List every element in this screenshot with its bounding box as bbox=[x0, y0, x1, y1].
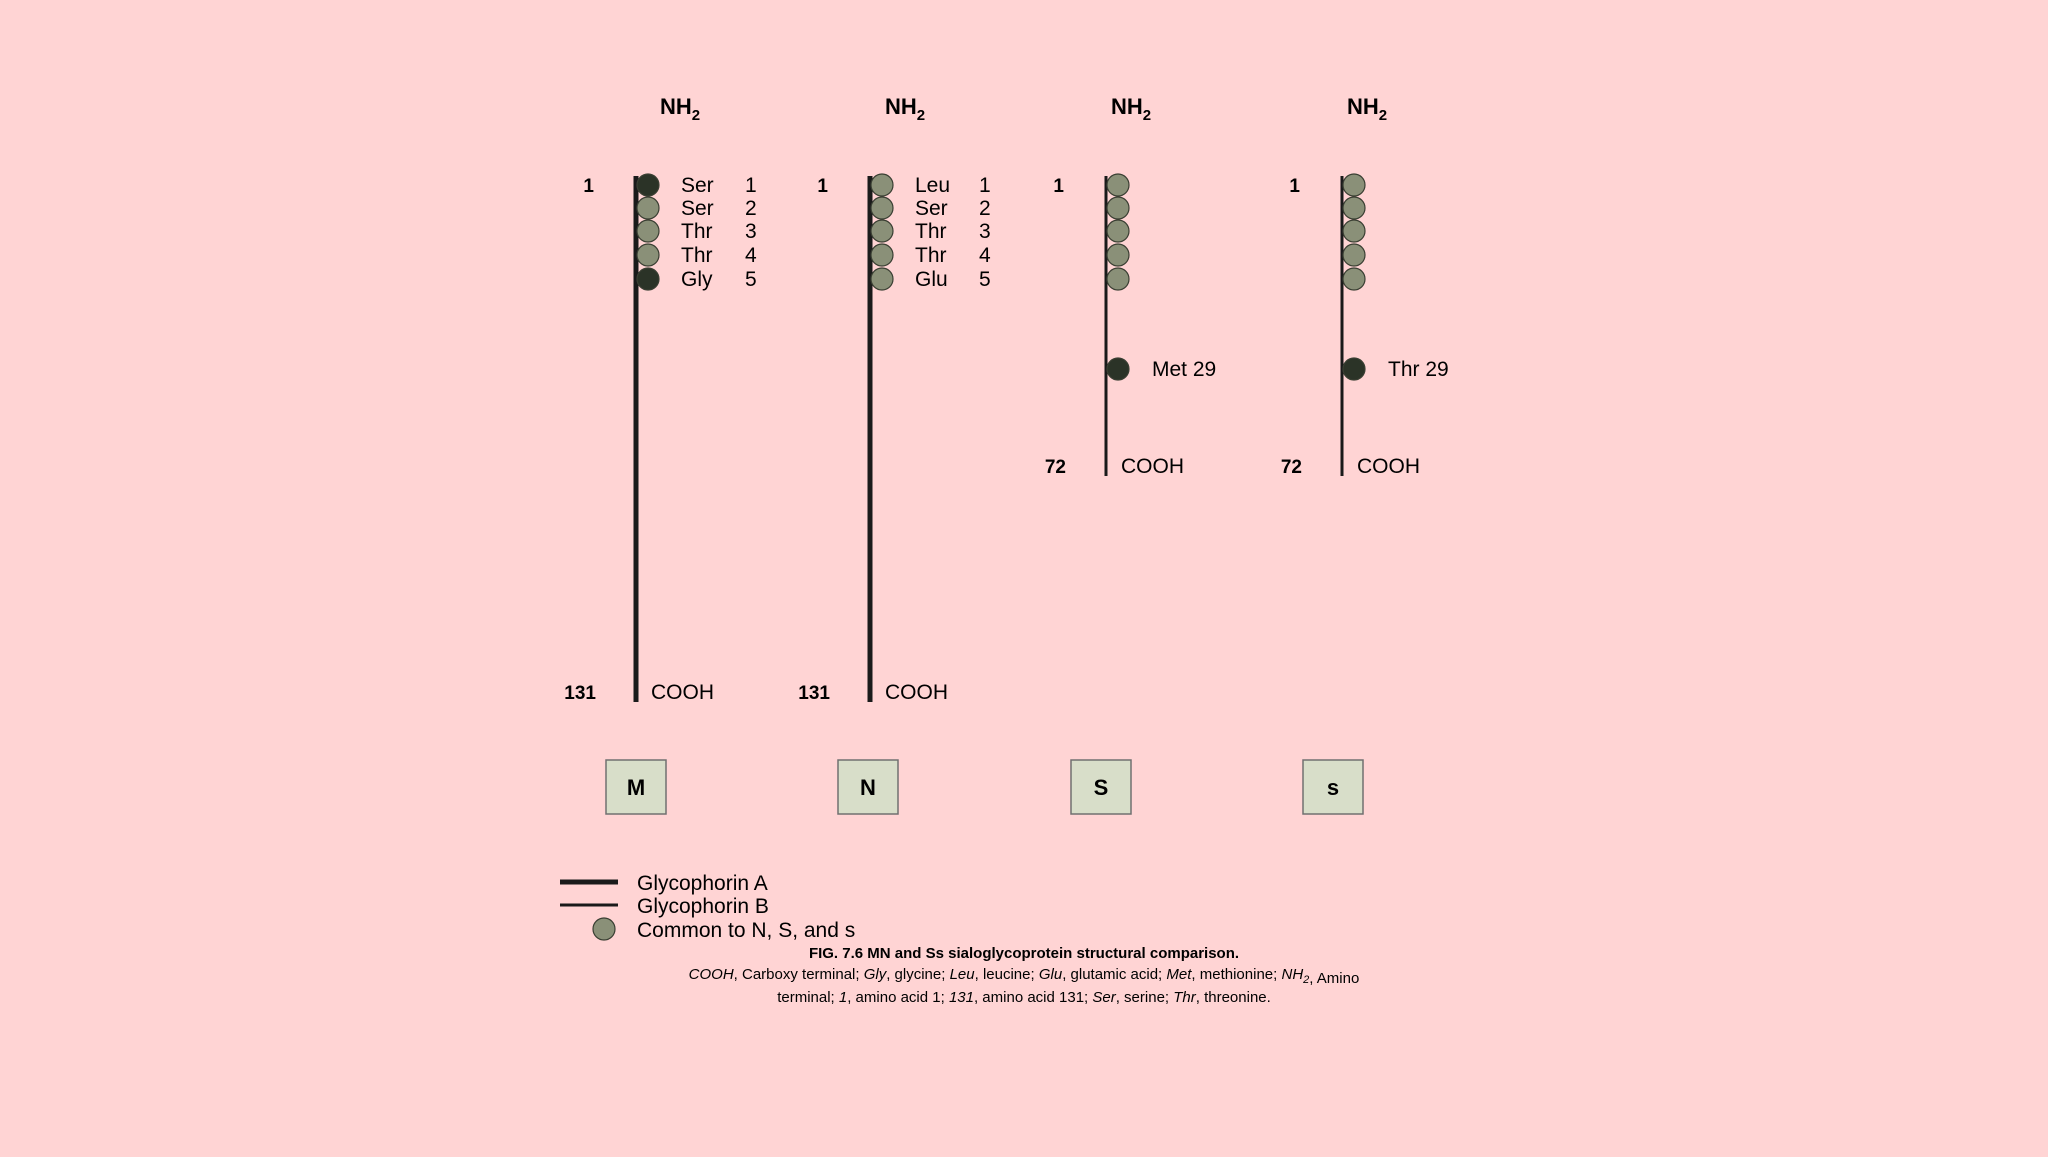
residue-position: 1 bbox=[745, 174, 757, 197]
figure-title: MN and Ss sialoglycoprotein structural comparison. bbox=[867, 945, 1240, 962]
residue-name: Ser bbox=[681, 197, 714, 220]
antigen-box-label: M bbox=[626, 775, 646, 800]
carboxy-terminal-label: COOH bbox=[651, 681, 714, 704]
residue-position: 3 bbox=[745, 220, 757, 243]
residue-position: 5 bbox=[745, 268, 757, 291]
legend-glycophorin-b-label: Glycophorin B bbox=[637, 895, 769, 918]
residue-position: 3 bbox=[979, 220, 991, 243]
legend-common-circle bbox=[593, 918, 615, 940]
amino-acid-start-number: 1 bbox=[583, 176, 594, 197]
common-residue-circle bbox=[1107, 268, 1129, 290]
common-residue-circle bbox=[871, 268, 893, 290]
antigen-box-label: s bbox=[1326, 775, 1340, 800]
residue-name: Thr bbox=[681, 220, 713, 243]
position-29-label: Thr 29 bbox=[1388, 358, 1449, 381]
common-residue-circle bbox=[871, 220, 893, 242]
common-residue-circle bbox=[1107, 197, 1129, 219]
residue-name: Thr bbox=[915, 220, 947, 243]
figure-number: FIG. 7.6 bbox=[808, 945, 868, 962]
common-residue-circle bbox=[1107, 220, 1129, 242]
common-residue-circle bbox=[637, 220, 659, 242]
common-residue-circle bbox=[1343, 244, 1365, 266]
residue-name: Glu bbox=[915, 268, 948, 291]
common-residue-circle bbox=[871, 174, 893, 196]
common-residue-circle bbox=[1343, 174, 1365, 196]
figure-caption-line-1: COOH, Carboxy terminal; Gly, glycine; Leu, leucine; Glu, glutamic acid; Met, methionine; $NH_2$, Amino bbox=[688, 966, 1360, 987]
residue-name: Ser bbox=[681, 174, 714, 197]
amino-acid-start-number: 1 bbox=[1289, 176, 1300, 197]
amino-terminal-label: $NH_2$ bbox=[1110, 94, 1152, 124]
residue-position: 1 bbox=[979, 174, 991, 197]
carboxy-terminal-label: COOH bbox=[1357, 455, 1420, 478]
residue-position: 2 bbox=[745, 197, 757, 220]
position-29-residue-circle bbox=[1343, 358, 1365, 380]
residue-name: Ser bbox=[915, 197, 948, 220]
residue-position: 4 bbox=[745, 244, 757, 267]
common-residue-circle bbox=[1107, 244, 1129, 266]
common-residue-circle bbox=[1343, 197, 1365, 219]
residue-name: Leu bbox=[915, 174, 951, 197]
amino-terminal-label: $NH_2$ bbox=[1346, 94, 1388, 124]
legend-glycophorin-a-label: Glycophorin A bbox=[637, 872, 768, 895]
amino-terminal-label: $NH_2$ bbox=[884, 94, 926, 124]
common-residue-circle bbox=[1107, 174, 1129, 196]
legend-common-label: Common to N, S, and s bbox=[637, 919, 856, 942]
common-residue-circle bbox=[871, 244, 893, 266]
amino-acid-end-number: 72 bbox=[1044, 457, 1066, 478]
position-29-label: Met 29 bbox=[1152, 358, 1217, 381]
amino-acid-start-number: 1 bbox=[817, 176, 828, 197]
amino-acid-end-number: 131 bbox=[564, 683, 596, 704]
common-residue-circle bbox=[637, 244, 659, 266]
carboxy-terminal-label: COOH bbox=[1121, 455, 1184, 478]
figure-caption-line-2: terminal; 1, amino acid 1; 131, amino acid 131; Ser, serine; Thr, threonine. bbox=[777, 989, 1271, 1006]
figure-caption-title bbox=[809, 945, 1239, 962]
carboxy-terminal-label: COOH bbox=[885, 681, 948, 704]
residue-position: 4 bbox=[979, 244, 991, 267]
distinct-residue-circle bbox=[637, 268, 659, 290]
position-29-residue-circle bbox=[1107, 358, 1129, 380]
amino-acid-end-number: 131 bbox=[798, 683, 830, 704]
antigen-box-label: S bbox=[1093, 775, 1109, 800]
amino-acid-start-number: 1 bbox=[1053, 176, 1064, 197]
residue-name: Gly bbox=[681, 268, 713, 291]
common-residue-circle bbox=[637, 197, 659, 219]
distinct-residue-circle bbox=[637, 174, 659, 196]
residue-name: Thr bbox=[915, 244, 947, 267]
common-residue-circle bbox=[871, 197, 893, 219]
antigen-box-label: N bbox=[860, 775, 876, 800]
residue-position: 2 bbox=[979, 197, 991, 220]
residue-position: 5 bbox=[979, 268, 991, 291]
amino-terminal-label: $NH_2$ bbox=[659, 94, 701, 124]
residue-name: Thr bbox=[681, 244, 713, 267]
common-residue-circle bbox=[1343, 220, 1365, 242]
common-residue-circle bbox=[1343, 268, 1365, 290]
amino-acid-end-number: 72 bbox=[1280, 457, 1302, 478]
